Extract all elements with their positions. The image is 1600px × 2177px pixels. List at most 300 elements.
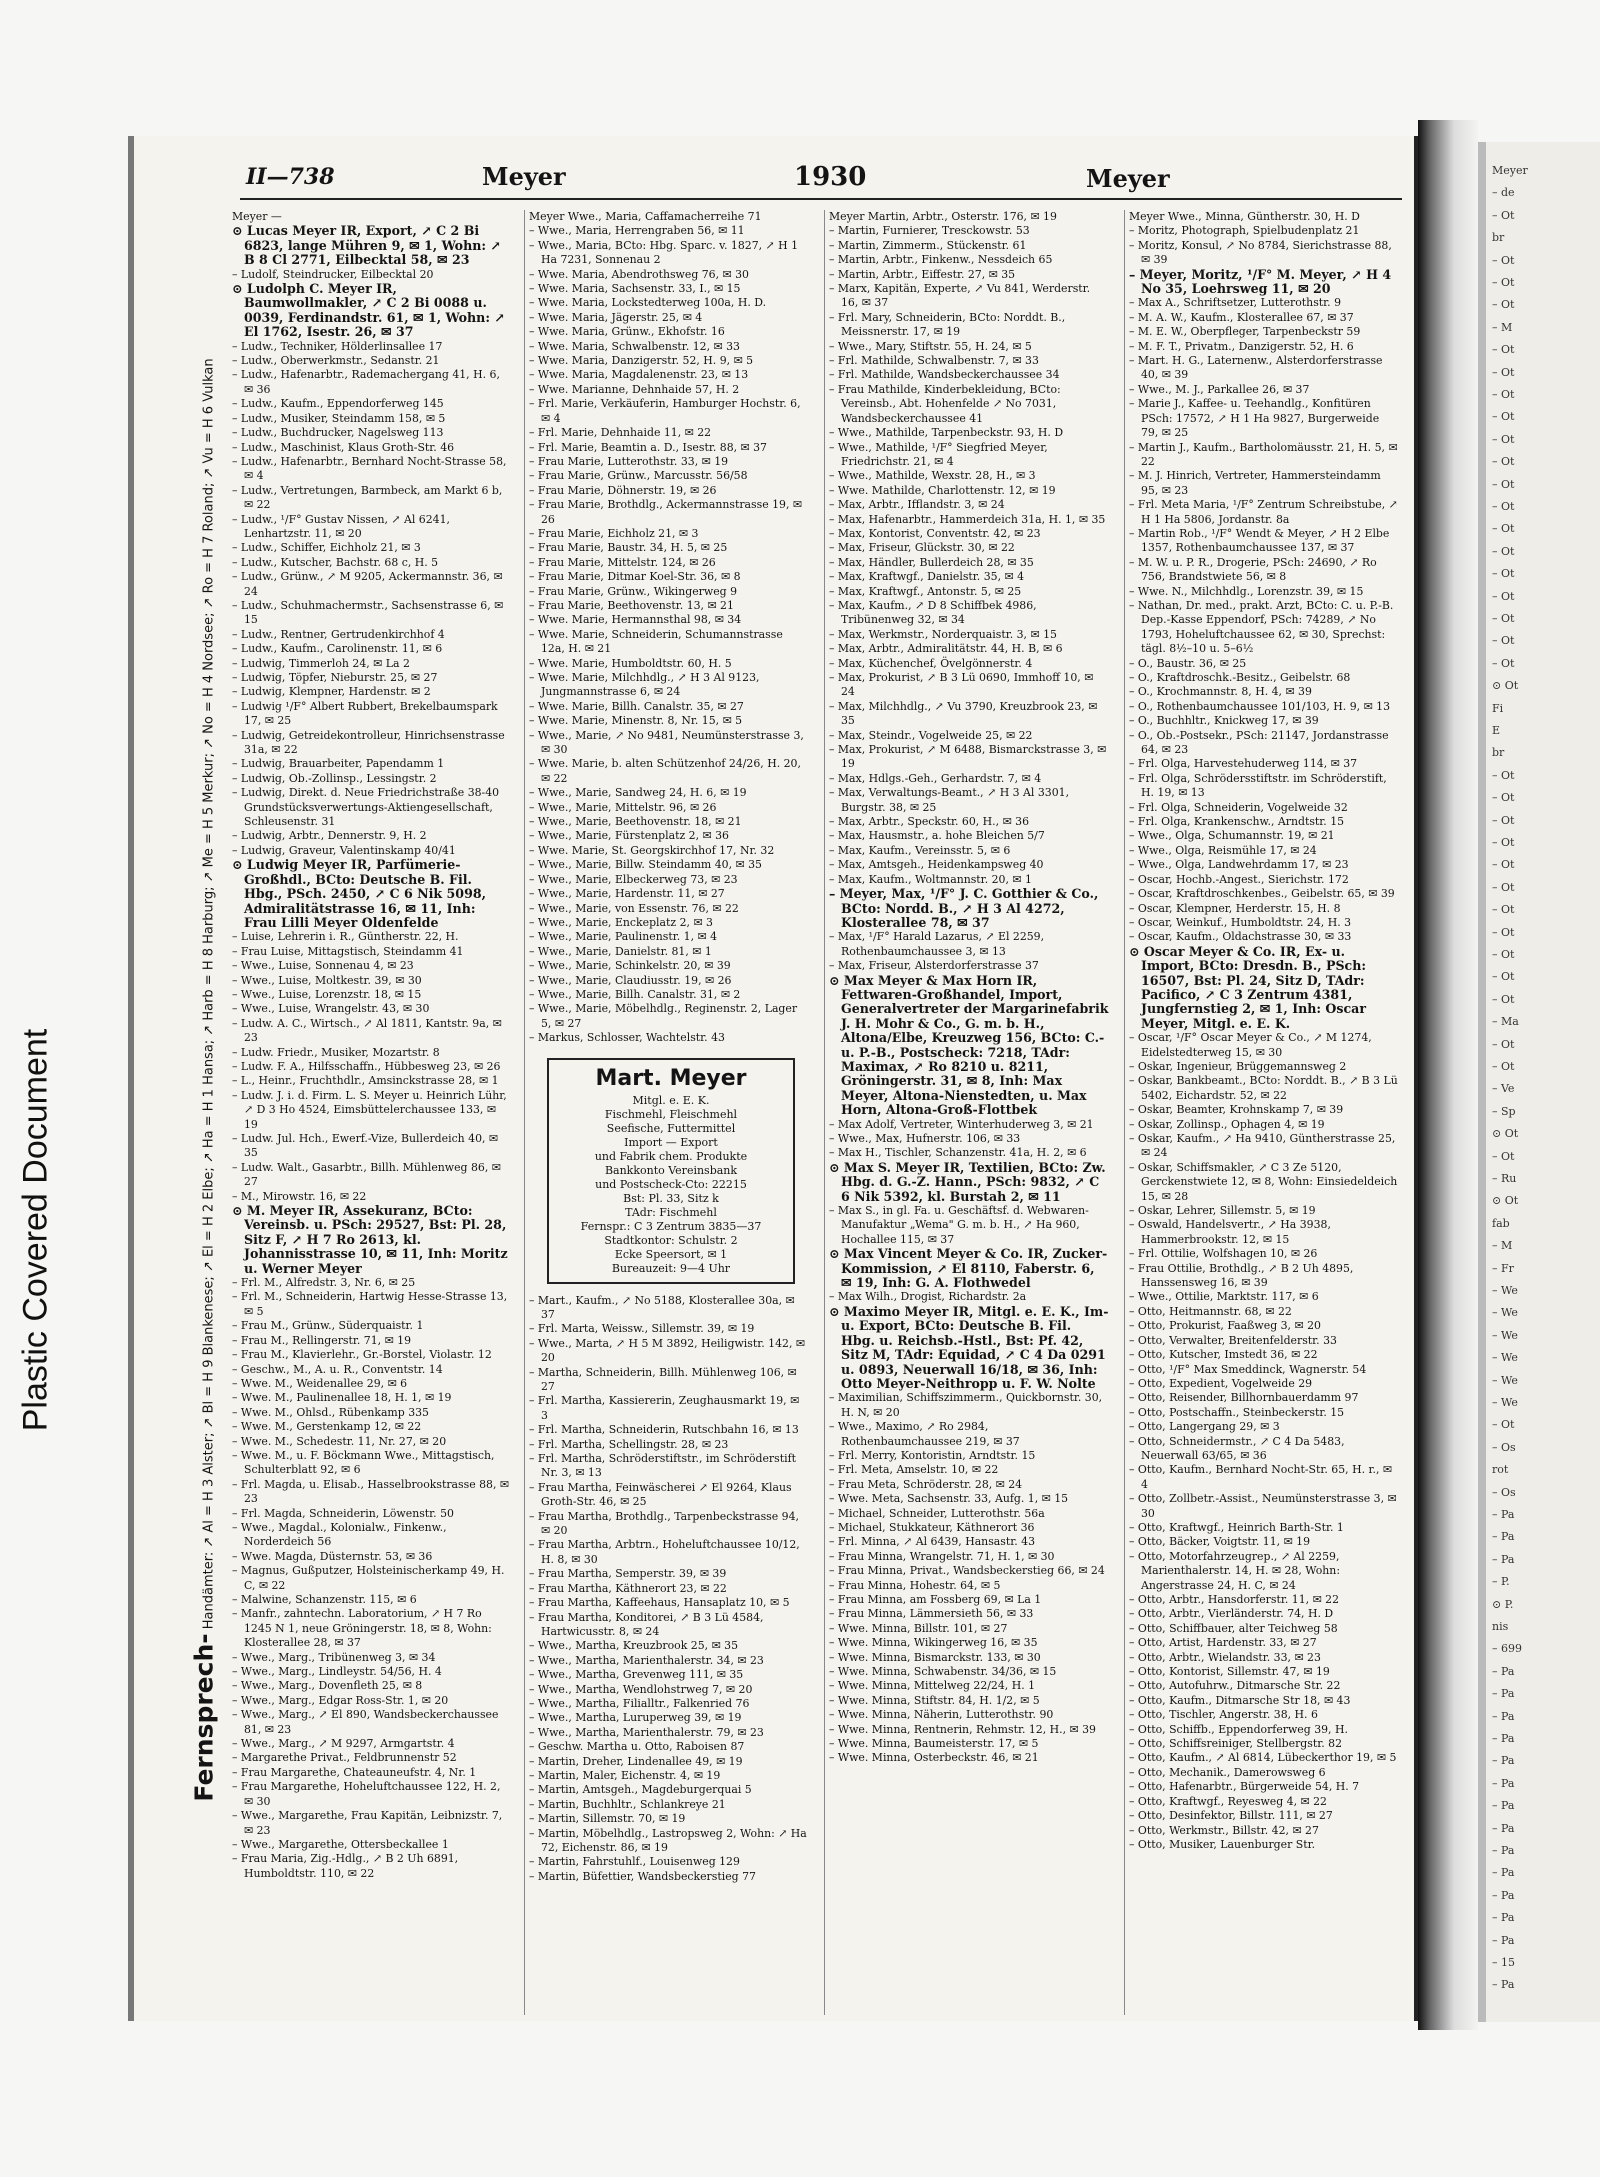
directory-entry: – Frl. Martha, Schneiderin, Rutschbahn 16, ✉ 13 [529, 1423, 799, 1437]
next-page-text-fragment: – Ot [1492, 880, 1515, 894]
directory-entry: – Frau Martha, Brothdlg., Tarpenbeckstrasse 94, ✉ 20 [529, 1509, 799, 1538]
directory-entry: – Mart. H. G., Laternenw., Alsterdorferstrasse 40, ✉ 39 [1129, 354, 1383, 382]
directory-entry: – Wwe. Minna, Baumeisterstr. 17, ✉ 5 [829, 1737, 1039, 1751]
directory-entry: Meyer Wwe., Maria, Caffamacherreihe 71 [529, 210, 762, 223]
next-page-text-fragment: – Pa [1492, 1687, 1515, 1701]
directory-entry: – Frl. Marie, Verkäuferin, Hamburger Hochstr. 6, ✉ 4 [529, 397, 801, 425]
next-page-text-fragment: – Ot [1492, 208, 1515, 222]
next-page-text-fragment: Meyer [1492, 164, 1528, 177]
next-page-text-fragment: – Ot [1492, 656, 1515, 670]
directory-entry: – Wwe., Marg., Lindleystr. 54/56, H. 4 [232, 1665, 442, 1679]
directory-entry: – Otto, Schneidermstr., ↗ C 4 Da 5483, Neuerwall 63/65, ✉ 36 [1129, 1434, 1345, 1462]
directory-entry: – Frl. Meta Maria, ¹/F° Zentrum Schreibstube, ↗ H 1 Ha 5806, Jordanstr. 8a [1129, 498, 1398, 526]
running-head-year: 1930 [794, 162, 867, 192]
next-page-text-fragment: – We [1492, 1351, 1518, 1365]
next-page-text-fragment: – Ot [1492, 970, 1515, 984]
directory-entry: – Wwe. Minna, Rentnerin, Rehmstr. 12, H., ✉ 39 [829, 1722, 1096, 1736]
directory-entry: – Max, Küchenchef, Övelgönnerstr. 4 [829, 656, 1033, 670]
next-page-text-fragment: nis [1492, 1620, 1509, 1633]
directory-entry: – Wwe., Max, Hufnerstr. 106, ✉ 33 [829, 1132, 1021, 1145]
directory-entry: – Wwe., Maximo, ↗ Ro 2984, Rothenbaumchaussee 219, ✉ 37 [829, 1420, 1020, 1448]
directory-entry: – M. J. Hinrich, Vertreter, Hammersteindamm 95, ✉ 23 [1129, 469, 1381, 497]
advertisement-line: Fischmehl, Fleischmehl [604, 1107, 738, 1121]
directory-entry: ⊙ Lucas Meyer IR, Export, ↗ C 2 Bi 6823, lange Mühren 9, ✉ 1, Wohn: ↗ B 8 Cl 2771, Eilbecktal 58, ✉ 23 [232, 223, 501, 268]
directory-entry: – Meyer, Moritz, ¹/F° M. Meyer, ↗ H 4 No 35, Loehrsweg 11, ✉ 20 [1129, 266, 1392, 297]
directory-entry: – Frau Margarethe, Hoheluftchaussee 122, H. 2, ✉ 30 [232, 1780, 501, 1808]
directory-entry: ⊙ Max S. Meyer IR, Textilien, BCto: Zw. Hbg. d. G.-Z. Hann., PSch: 9832, ↗ C 6 Nik 5392, kl. Burstah 2, ✉ 11 [829, 1159, 1106, 1204]
next-page-text-fragment: – Ot [1492, 858, 1515, 872]
directory-entry: – Wwe. Marie, Schneiderin, Schumannstrasse 12a, H. ✉ 21 [529, 627, 783, 656]
directory-entry: – Martin, Buchhltr., Schlankreye 21 [529, 1797, 726, 1811]
directory-entry: – Frau Martha, Käthnerort 23, ✉ 22 [529, 1581, 727, 1595]
page-number: II—738 [246, 164, 335, 190]
directory-entry: – Oscar, Kaufm., Oldachstrasse 30, ✉ 33 [1129, 930, 1352, 944]
directory-entry: – Ludw., Maschinist, Klaus Groth-Str. 46 [232, 440, 455, 454]
directory-entry: – Oskar, Beamter, Krohnskamp 7, ✉ 39 [1129, 1103, 1344, 1117]
directory-entry: – Wwe., Luise, Lorenzstr. 18, ✉ 15 [232, 987, 422, 1001]
directory-entry: – Wwe., Mary, Stiftstr. 55, H. 24, ✉ 5 [829, 339, 1032, 353]
directory-entry: – Frl. Olga, Schrödersstiftstr. im Schröderstift, H. 19, ✉ 13 [1129, 771, 1387, 800]
directory-entry: – Otto, Kraftwgf., Heinrich Barth-Str. 1 [1129, 1520, 1344, 1534]
directory-entry: – Wwe., Marie, Hardenstr. 11, ✉ 27 [529, 887, 725, 901]
directory-entry: – Otto, Zollbetr.-Assist., Neumünsterstrasse 3, ✉ 30 [1129, 1492, 1397, 1520]
directory-entry: – Otto, Mechanik., Damerowsweg 6 [1129, 1765, 1326, 1779]
next-page-text-fragment: – Ot [1492, 432, 1515, 446]
next-page-text-fragment: – Pa [1492, 1821, 1515, 1835]
directory-entry: – Ludwig, Arbtr., Dennerstr. 9, H. 2 [232, 829, 427, 843]
next-page-text-fragment: – Pa [1492, 1732, 1515, 1745]
directory-entry: – Ludw., Hafenarbtr., Bernhard Nocht-Strasse 58, ✉ 4 [232, 454, 507, 483]
advertisement-line: TAdr: Fischmehl [625, 1205, 717, 1219]
directory-entry: – Magnus, Gußputzer, Holsteinischerkamp 49, H. C, ✉ 22 [232, 1564, 505, 1592]
directory-entry: – Oscar, ¹/F° Oscar Meyer & Co., ↗ M 1274, Eidelstedterweg 15, ✉ 30 [1129, 1031, 1372, 1059]
directory-entry: – Wwe., Luise, Wrangelstr. 43, ✉ 30 [232, 1002, 430, 1016]
directory-entry: – Otto, Arbtr., Hansdorferstr. 11, ✉ 22 [1129, 1593, 1340, 1606]
directory-entry: – Wwe., Luise, Sonnenau 4, ✉ 23 [232, 959, 414, 973]
next-page-text-fragment: – Pa [1492, 1754, 1515, 1768]
next-page-text-fragment: – 15 [1492, 1956, 1515, 1969]
directory-entry: – Wwe., Margarethe, Ottersbeckallee 1 [232, 1837, 449, 1851]
column-2-top [525, 210, 809, 1046]
directory-entry: – Frl. Marie, Beamtin a. D., Isestr. 88, ✉ 37 [529, 440, 767, 454]
directory-entry: – Ludw., Rentner, Gertrudenkirchhof 4 [232, 627, 445, 641]
directory-entry: – Wwe. Mathilde, Charlottenstr. 12, ✉ 19 [829, 483, 1056, 497]
exchange-strip [180, 358, 228, 1802]
directory-entry: – Frau Marie, Lutterothstr. 33, ✉ 19 [529, 454, 729, 468]
directory-entry: – Frau Marie, Grünw., Wikingerweg 9 [529, 584, 738, 598]
directory-entry: ⊙ Ludwig Meyer IR, Parfümerie-Großhdl., BCto: Deutsche B. Fil. Hbg., PSch. 2450, ↗ C 6 Nik 5098, Admiralitätstrasse 16, ✉ 11, Inh: Frau Lilli Meyer Oldenfelde [232, 857, 486, 930]
column-1 [228, 210, 512, 2015]
next-page-text-fragment: – Os [1492, 1440, 1516, 1454]
next-page-text-fragment: – Os [1492, 1485, 1516, 1499]
directory-entry: – Wwe., Magdal., Kolonialw., Finkenw., Norderdeich 56 [232, 1520, 447, 1549]
next-page-text-fragment: br [1492, 746, 1505, 760]
directory-entry: – Frau Marie, Grünw., Marcusstr. 56/58 [529, 469, 748, 483]
next-page-text-fragment: – Ot [1492, 298, 1515, 312]
directory-entry: – Wwe., Martha, Grevenweg 111, ✉ 35 [529, 1668, 744, 1682]
directory-entry: – Otto, Reisender, Billhornbauerdamm 97 [1129, 1391, 1359, 1405]
running-head-left: Meyer [482, 162, 566, 191]
directory-entry: – Otto, Heitmannstr. 68, ✉ 22 [1129, 1304, 1292, 1318]
directory-entry: – Max, Kraftwgf., Danielstr. 35, ✉ 4 [829, 570, 1025, 584]
directory-entry: – Ludw. J. i. d. Firm. L. S. Meyer u. Heinrich Lühr, ↗ D 3 Ho 4524, Eimsbüttelerchaussee 133, ✉ 19 [232, 1088, 507, 1131]
directory-entry: – Wwe. Maria, Lockstedterweg 100a, H. D. [529, 296, 767, 310]
directory-entry: – Martin, Zimmerm., Stückenstr. 61 [829, 238, 1027, 252]
directory-entry: – Frl. Mary, Schneiderin, BCto: Norddt. B., Meissnerstr. 17, ✉ 19 [829, 310, 1066, 339]
directory-entry: – Ludw., Vertretungen, Barmbeck, am Markt 6 b, ✉ 22 [232, 483, 503, 512]
directory-entry: ⊙ Maximo Meyer IR, Mitgl. e. E. K., Im- u. Export, BCto: Deutsche B. Fil. Hbg. u. Reichsb.-Hstl., Bst: Pf. 42, Sitz M, TAdr: Equidad, ↗ C 4 Da 0291 u. 0893, Neuerwall 16/18, ✉ 36, Inh: Otto Meyer-Neithropp u. F. W. Nolte [829, 1303, 1109, 1391]
directory-entry: – Wwe., Marg., Dovenfleth 25, ✉ 8 [232, 1679, 423, 1693]
directory-entry: – Martin, Büfettier, Wandsbeckerstieg 77 [529, 1869, 756, 1883]
column-2-bottom [525, 1294, 809, 1885]
next-page-text-fragment: – Ot [1492, 276, 1515, 289]
next-page-text-fragment: – Pa [1492, 1552, 1515, 1566]
directory-entry: – Ludwig, Töpfer, Nieburstr. 25, ✉ 27 [232, 671, 438, 684]
directory-entry: – Wwe., Marta, ↗ H 5 M 3892, Heiligwistr. 142, ✉ 20 [529, 1336, 805, 1365]
directory-entry: – Max Adolf, Vertreter, Winterhuderweg 3, ✉ 21 [829, 1117, 1094, 1131]
directory-entry: – Frau Ottilie, Brothdlg., ↗ B 2 Uh 4895, Hanssensweg 16, ✉ 39 [1129, 1261, 1354, 1290]
directory-entry: – Wwe., Marie, Möbelhdlg., Reginenstr. 2, Lager 5, ✉ 27 [529, 1002, 798, 1030]
directory-entry: – Wwe. M., Schedestr. 11, Nr. 27, ✉ 20 [232, 1434, 447, 1448]
next-page-text-fragment: – Ot [1492, 477, 1515, 491]
next-page-text-fragment: – M [1492, 1239, 1513, 1253]
directory-entry: – Wwe. Marie, Hermannsthal 98, ✉ 34 [529, 613, 742, 627]
directory-entry: – Frau Meta, Schröderstr. 28, ✉ 24 [829, 1477, 1023, 1491]
next-page-text-fragment: – Pa [1492, 1888, 1515, 1902]
next-page-text-fragment: ⊙ Ot [1492, 1127, 1519, 1141]
directory-entry: – Ludw., Oberwerkmstr., Sedanstr. 21 [232, 354, 440, 368]
directory-entry: – Martin, Maler, Eichenstr. 4, ✉ 19 [529, 1768, 721, 1782]
directory-entry: – Oscar, Klempner, Herderstr. 15, H. 8 [1129, 901, 1341, 915]
directory-entry: – Max Wilh., Drogist, Richardstr. 2a [829, 1290, 1027, 1304]
directory-entry: – Oskar, Kaufm., ↗ Ha 9410, Güntherstrasse 25, ✉ 24 [1129, 1132, 1396, 1160]
directory-entry: Meyer Wwe., Minna, Güntherstr. 30, H. D [1129, 210, 1360, 223]
directory-entry: – Frl. Olga, Harvestehuderweg 114, ✉ 37 [1129, 757, 1358, 771]
directory-entry: – Oskar, Bankbeamt., BCto: Norddt. B., ↗ B 3 Lü 5402, Eichardstr. 52, ✉ 22 [1129, 1074, 1398, 1102]
column-3 [824, 210, 1109, 2015]
directory-entry: – Frau M., Grünw., Süderquaistr. 1 [232, 1319, 424, 1333]
directory-entry: – Frl. Magda, u. Elisab., Hasselbrookstrasse 88, ✉ 23 [232, 1477, 510, 1506]
directory-entry: – Wwe., Luise, Moltkestr. 39, ✉ 30 [232, 973, 422, 987]
directory-entry: – Otto, Kaufm., ↗ Al 6814, Lübeckerthor 19, ✉ 5 [1129, 1751, 1397, 1765]
directory-entry: – Frau Marie, Brothdlg., Ackermannstrasse 19, ✉ 26 [529, 498, 803, 526]
directory-entry: – Otto, Arbtr., Wielandstr. 33, ✉ 23 [1129, 1650, 1321, 1664]
directory-entry: – Wwe., Mathilde, Tarpenbeckstr. 93, H. D [829, 426, 1064, 440]
directory-entry: – Martin, Fahrstuhlf., Louisenweg 129 [529, 1855, 740, 1869]
directory-entry: – Wwe. M., Gerstenkamp 12, ✉ 22 [232, 1420, 422, 1434]
directory-entry: – Max, Arbtr., Speckstr. 60, H., ✉ 36 [829, 815, 1030, 829]
directory-entry: – Frau M., Klavierlehr., Gr.-Borstel, Violastr. 12 [232, 1348, 492, 1362]
directory-entry: – Otto, Musiker, Lauenburger Str. [1129, 1837, 1316, 1851]
directory-entry: – Ludwig, Direkt. d. Neue Friedrichstraße 38-40 Grundstücksverwertungs-Aktiengesellschaft, Schleusenstr. 31 [232, 786, 500, 829]
directory-entry: – Max S., in gl. Fa. u. Geschäftsf. d. Webwaren-Manufaktur „Wema" G. m. b. H., ↗ Ha 960, Hochallee 115, ✉ 37 [829, 1204, 1089, 1246]
directory-entry: – Otto, Kraftwgf., Reyesweg 4, ✉ 22 [1129, 1794, 1327, 1808]
directory-entry: – Max, Prokurist, ↗ B 3 Lü 0690, Immhoff 10, ✉ 24 [829, 671, 1094, 699]
directory-entry: – Max, Milchhdlg., ↗ Vu 3790, Kreuzbrook 23, ✉ 35 [829, 699, 1098, 728]
directory-entry: – Otto, Arbtr., Vierländerstr. 74, H. D [1129, 1607, 1334, 1621]
directory-entry: – Max, Händler, Bullerdeich 28, ✉ 35 [829, 555, 1034, 569]
directory-entry: – Wwe., Marie, Elbeckerweg 73, ✉ 23 [529, 872, 738, 886]
directory-entry: – Frl. Martha, Schröderstiftstr., im Schröderstift Nr. 3, ✉ 13 [529, 1452, 796, 1480]
next-page-text-fragment: – Ot [1492, 768, 1515, 782]
advertisement-line: Bankkonto Vereinsbank [604, 1163, 738, 1177]
directory-entry: – Wwe. Meta, Sachsenstr. 33, Aufg. 1, ✉ 15 [829, 1492, 1069, 1506]
directory-entry: – Frau M., Rellingerstr. 71, ✉ 19 [232, 1333, 412, 1347]
directory-entry: – Max, Prokurist, ↗ M 6488, Bismarckstrasse 3, ✉ 19 [829, 743, 1107, 771]
directory-entry: – Frl. Marta, Weissw., Sillemstr. 39, ✉ 19 [529, 1322, 755, 1336]
directory-entry: – Wwe., Martha, Kreuzbrook 25, ✉ 35 [529, 1639, 739, 1653]
directory-entry: – Oskar, Zollinsp., Ophagen 4, ✉ 19 [1129, 1117, 1325, 1131]
directory-entry: – Ludw. Walt., Gasarbtr., Billh. Mühlenweg 86, ✉ 27 [232, 1160, 501, 1189]
directory-entry: – Frl. Magda, Schneiderin, Löwenstr. 50 [232, 1506, 454, 1520]
directory-entry: – Wwe., Maria, BCto: Hbg. Sparc. v. 1827, ↗ H 1 Ha 7231, Sonnenau 2 [529, 238, 799, 267]
directory-entry: – Wwe. M., Paulinenallee 18, H. 1, ✉ 19 [232, 1391, 452, 1405]
directory-entry: – Otto, Postschaffn., Steinbeckerstr. 15 [1129, 1405, 1345, 1419]
directory-entry: – Max, Arbtr., Ifflandstr. 3, ✉ 24 [829, 498, 1005, 512]
directory-entry: – Wwe., Marg., ↗ M 9297, Armgartstr. 4 [232, 1737, 455, 1751]
directory-entry: – Moritz, Photograph, Spielbudenplatz 21 [1129, 224, 1360, 238]
directory-entry: – Margarethe Privat., Feldbrunnenstr 52 [232, 1751, 457, 1765]
directory-entry: – Wwe., M. J., Parkallee 26, ✉ 37 [1129, 382, 1310, 396]
directory-entry: – O., Buchhltr., Knickweg 17, ✉ 39 [1129, 714, 1319, 728]
directory-entry: – Wwe. Minna, Osterbeckstr. 46, ✉ 21 [829, 1751, 1039, 1765]
column-2 [524, 210, 809, 2015]
directory-entry: ⊙ Ludolph C. Meyer IR, Baumwollmakler, ↗ C 2 Bi 0088 u. 0039, Ferdinandstr. 61, ✉ 1, Wohn: ↗ El 1762, Isestr. 26, ✉ 37 [232, 281, 505, 340]
directory-entry: – Wwe., Marie, von Essenstr. 76, ✉ 22 [529, 901, 739, 915]
directory-entry: – Wwe., Marie, Danielstr. 81, ✉ 1 [529, 944, 712, 958]
advertisement-line: Bureauzeit: 9—4 Uhr [611, 1261, 731, 1275]
directory-entry: – Wwe. Minna, Stiftstr. 84, H. 1/2, ✉ 5 [829, 1693, 1040, 1707]
directory-entry: – Wwe., Marg., ↗ El 890, Wandsbeckerchaussee 81, ✉ 23 [232, 1708, 499, 1736]
next-page-text-fragment: – Pa [1492, 1799, 1515, 1813]
exchange-strip-subtitle: Handämter: [201, 1551, 217, 1630]
directory-entry: – Wwe., Olga, Schumannstr. 19, ✉ 21 [1129, 829, 1335, 843]
directory-entry: – Frl. Ottilie, Wolfshagen 10, ✉ 26 [1129, 1247, 1318, 1261]
directory-entry: – Wwe. Marie, b. alten Schützenhof 24/26, H. 20, ✉ 22 [529, 757, 801, 785]
exchange-strip-text [190, 358, 219, 1801]
next-page-text-fragment: – Ot [1492, 1149, 1515, 1163]
directory-entry: – Oscar, Kraftdroschkenbes., Geibelstr. 65, ✉ 39 [1129, 887, 1395, 901]
directory-entry: – Frl. Meta, Amselstr. 10, ✉ 22 [829, 1463, 999, 1477]
directory-entry: – Max, Hdlgs.-Geh., Gerhardstr. 7, ✉ 4 [829, 771, 1042, 785]
advertisement-line: Import — Export [624, 1135, 718, 1149]
directory-entry: – Otto, Prokurist, Faaßweg 3, ✉ 20 [1129, 1319, 1321, 1333]
directory-entry: – Oskar, Lehrer, Sillemstr. 5, ✉ 19 [1129, 1204, 1316, 1218]
directory-entry: – Frau Martha, Feinwäscherei ↗ El 9264, Klaus Groth-Str. 46, ✉ 25 [529, 1480, 792, 1509]
directory-entry: – Wwe., Marie, Fürstenplatz 2, ✉ 36 [529, 829, 729, 843]
directory-entry: – Frl. M., Schneiderin, Hartwig Hesse-Strasse 13, ✉ 5 [232, 1290, 508, 1318]
directory-entry: – Michael, Stukkateur, Käthnerort 36 [829, 1520, 1035, 1534]
next-page-text-fragment: ⊙ P. [1492, 1597, 1514, 1611]
directory-entry: – Wwe. Marie, Billh. Canalstr. 35, ✉ 27 [529, 699, 744, 713]
directory-entry: – Ludwig, Ob.-Zollinsp., Lessingstr. 2 [232, 771, 437, 785]
directory-entry: ⊙ Oscar Meyer & Co. IR, Ex- u. Import, BCto: Dresdn. B., PSch: 16507, Bst: Pl. 24, Sitz D, TAdr: Pacifico, ↗ C 3 Zentrum 4381, Jungfernstieg 2, ✉ 1, Inh: Oscar Meyer, Mitgl. e. E. K. [1129, 943, 1367, 1031]
directory-entry: – Max, Kaufm., Vereinsstr. 5, ✉ 6 [829, 843, 1011, 857]
directory-entry: – O., Krochmannstr. 8, H. 4, ✉ 39 [1129, 685, 1312, 699]
next-page-text-fragment: – Pa [1492, 1709, 1515, 1723]
next-page-text-fragment: – Ot [1492, 791, 1515, 805]
directory-entry: – Ludw., Musiker, Steindamm 158, ✉ 5 [232, 411, 446, 425]
next-page-text-fragment: – M [1492, 320, 1513, 334]
directory-entry: – Wwe. Maria, Danzigerstr. 52, H. 9, ✉ 5 [529, 354, 754, 368]
next-page-text-fragment: – Pa [1492, 1978, 1515, 1992]
directory-entry: – Wwe. Minna, Bismarckstr. 133, ✉ 30 [829, 1650, 1041, 1664]
advertisement-line: Seefische, Futtermittel [606, 1121, 736, 1135]
directory-entry: – Otto, Langergang 29, ✉ 3 [1129, 1420, 1280, 1434]
directory-entry: – Wwe., Ottilie, Marktstr. 117, ✉ 6 [1129, 1290, 1319, 1304]
next-page-text-fragment: – de [1492, 186, 1515, 200]
next-page-text-fragment: – Sp [1492, 1104, 1516, 1118]
directory-entry: – Otto, Schiffbauer, alter Teichweg 58 [1129, 1621, 1338, 1635]
directory-entry: – Oswald, Handelsvertr., ↗ Ha 3938, Hammerbrookstr. 12, ✉ 15 [1129, 1218, 1331, 1246]
directory-entry: – O., Kraftdroschk.-Besitz., Geibelstr. 68 [1129, 671, 1351, 684]
directory-entry: – Frau Martha, Kaffeehaus, Hansaplatz 10, ✉ 5 [529, 1596, 790, 1610]
next-page-text-fragment: – Pa [1492, 1664, 1515, 1678]
directory-entry: – Ludw., Kaufm., Carolinenstr. 11, ✉ 6 [232, 642, 443, 656]
directory-entry: – Otto, ¹/F° Max Smeddinck, Wagnerstr. 54 [1129, 1362, 1367, 1376]
directory-entry: ⊙ Max Vincent Meyer & Co. IR, Zucker-Kommission, ↗ El 8110, Faberstr. 6, ✉ 19, Inh: G. A. Flothwedel [829, 1246, 1108, 1291]
directory-entry: – M. A. W., Kaufm., Klosterallee 67, ✉ 37 [1129, 310, 1354, 324]
directory-entry: – Otto, Motorfahrzeugrep., ↗ Al 2259, Marienthalerstr. 14, H. ✉ 28, Wohn: Angerstrasse 24, H. C, ✉ 24 [1129, 1549, 1340, 1592]
advertisement-line: Ecke Speersort, ✉ 1 [614, 1247, 728, 1261]
next-page-text-fragment: – Ot [1492, 365, 1515, 379]
directory-entry: – Markus, Schlosser, Wachtelstr. 43 [529, 1031, 725, 1045]
next-page-text-fragment: – Pa [1492, 1933, 1515, 1947]
next-page-text-fragment: – 699 [1492, 1642, 1522, 1656]
directory-entry: – Wwe., Maria, Herrengraben 56, ✉ 11 [529, 224, 745, 238]
directory-entry: – Frau Marie, Baustr. 34, H. 5, ✉ 25 [529, 541, 728, 555]
next-page-text-fragment: – Pa [1492, 1844, 1515, 1857]
directory-entry: ⊙ Max Meyer & Max Horn IR, Fettwaren-Großhandel, Import, Generalvertreter der Margarinefabrik J. H. Mohr & Co., G. m. b. H., Altona/Elbe, Kreuzweg 156, BCto: C.- u. P.-B., Postscheck: 7218, TAdr: Maximax, ↗ Ro 8210 u. 8211, Gröningerstr. 31, ✉ 8, Inh: Max Meyer, Altona-Nienstedten, u. Max Horn, Altona-Groß-Flottbek [829, 972, 1109, 1118]
directory-entry: – Frl. Olga, Krankenschw., Arndtstr. 15 [1129, 815, 1345, 829]
next-page-text-fragment: – Ot [1492, 1418, 1515, 1432]
directory-entry: – Wwe. Minna, Näherin, Lutterothstr. 90 [829, 1708, 1054, 1722]
directory-entry: – Michael, Schneider, Lutterothstr. 56a [829, 1506, 1045, 1520]
directory-entry: – Wwe. M., Ohlsd., Rübenkamp 335 [232, 1405, 429, 1419]
directory-entry: – Wwe., Marg., Edgar Ross-Str. 1, ✉ 20 [232, 1693, 449, 1707]
next-page-text-fragment: – Ve [1492, 1082, 1515, 1096]
next-page-text-fragment: – Pa [1492, 1866, 1515, 1880]
advertisement-line: und Postscheck-Cto: 22215 [595, 1177, 747, 1191]
next-page-text-fragment: – We [1492, 1284, 1518, 1297]
directory-entry: – Otto, Schiffsreiniger, Stellbergstr. 82 [1129, 1737, 1343, 1751]
directory-entry: – O., Ob.-Postsekr., PSch: 21147, Jordanstrasse 64, ✉ 23 [1129, 728, 1389, 757]
directory-entry: – Otto, Schiffb., Eppendorferweg 39, H. [1129, 1722, 1348, 1736]
next-page-text-fragment: – Ot [1492, 343, 1515, 357]
directory-entry: – Max, Kraftwgf., Antonstr. 5, ✉ 25 [829, 584, 1022, 598]
advertisement-line: Bst: Pl. 33, Sitz k [623, 1191, 719, 1205]
directory-entry: – Ludw., Buchdrucker, Nagelsweg 113 [232, 426, 444, 440]
directory-entry: – Wwe. Minna, Billstr. 101, ✉ 27 [829, 1621, 1008, 1635]
next-page-text-fragment: – We [1492, 1396, 1518, 1409]
directory-entry: – Wwe., Mathilde, ¹/F° Siegfried Meyer, Friedrichstr. 21, ✉ 4 [829, 440, 1048, 468]
directory-entry: – Wwe., Marie, Billh. Canalstr. 31, ✉ 2 [529, 987, 741, 1001]
directory-entry: – Wwe. Marianne, Dehnhaide 57, H. 2 [529, 382, 740, 396]
next-page-text-fragment: – Pa [1492, 1508, 1515, 1521]
directory-entry: – Wwe., Martha, Filialltr., Falkenried 76 [529, 1696, 750, 1710]
directory-entry: – Otto, Bäcker, Voigtstr. 11, ✉ 19 [1129, 1535, 1311, 1549]
directory-entry: – Otto, Expedient, Vogelweide 29 [1129, 1376, 1313, 1390]
directory-entry: – Martin, Amtsgeh., Magdeburgerquai 5 [529, 1783, 752, 1797]
directory-entry: – Wwe. Maria, Grünw., Ekhofstr. 16 [529, 325, 725, 339]
next-page-text-fragment: – Ot [1492, 813, 1515, 827]
directory-entry: – Wwe., Marie, Beethovenstr. 18, ✉ 21 [529, 815, 742, 829]
directory-entry: – Ludwig, Getreidekontrolleur, Hinrichsenstrasse 31a, ✉ 22 [232, 728, 505, 757]
directory-entry: – Moritz, Konsul, ↗ No 8784, Sierichstrasse 88, ✉ 39 [1129, 238, 1392, 267]
next-page-text-fragment: br [1492, 231, 1505, 245]
directory-entry: – Otto, Kaufm., Bernhard Nocht-Str. 65, H. r., ✉ 4 [1129, 1463, 1393, 1491]
directory-entry: – Max, Hausmstr., a. hohe Bleichen 5/7 [829, 829, 1045, 843]
directory-entry: – Frau Minna, Hohestr. 64, ✉ 5 [829, 1578, 1001, 1592]
directory-entry: – Ludwig, Klempner, Hardenstr. ✉ 2 [232, 685, 431, 699]
directory-entry: – Wwe. Marie, Minenstr. 8, Nr. 15, ✉ 5 [529, 714, 743, 728]
next-page-text-fragment: rot [1492, 1463, 1509, 1477]
advertisement-lines [557, 1094, 785, 1276]
directory-entry: – Ludw., Kaufm., Eppendorferweg 145 [232, 397, 444, 411]
next-page-text-fragment: – Ot [1492, 410, 1515, 424]
next-page-text-fragment: – Ot [1492, 1060, 1515, 1073]
next-page-text-fragment: Fi [1492, 701, 1504, 715]
directory-entry: ⊙ M. Meyer IR, Assekuranz, BCto: Vereinsb. u. PSch: 29527, Bst: Pl. 28, Sitz F, ↗ H 7 Ro 2613, kl. Johannisstrasse 10, ✉ 11, Inh: Moritz u. Werner Meyer [232, 1203, 508, 1276]
directory-entry: – Martin Rob., ¹/F° Wendt & Meyer, ↗ H 2 Elbe 1357, Rothenbaumchaussee 137, ✉ 37 [1129, 526, 1390, 555]
next-page-text-fragment: – Ot [1492, 522, 1515, 536]
next-page-text-fragment: – Ot [1492, 948, 1515, 961]
next-page-text-fragment: – Ot [1492, 567, 1515, 581]
directory-entry: – Martin, Dreher, Lindenallee 49, ✉ 19 [529, 1754, 743, 1768]
page-header [246, 164, 1394, 194]
directory-entry: – Frl. Mathilde, Schwalbenstr. 7, ✉ 33 [829, 354, 1039, 368]
directory-entry: – Nathan, Dr. med., prakt. Arzt, BCto: C. u. P.-B. Dep.-Kasse Eppendorf, PSch: 74289, ↗ No 1793, Hoheluftchaussee 62, ✉ 30, Sprechst: tägl. 8½–10 u. 5–6½ [1129, 598, 1394, 656]
directory-entry: – M. W. u. P. R., Drogerie, PSch: 24690, ↗ Ro 756, Brandstwiete 56, ✉ 8 [1129, 555, 1377, 584]
directory-entry: – Wwe. Maria, Jägerstr. 25, ✉ 4 [529, 310, 703, 324]
exchange-strip-list: ↗ Al = H 3 Alster; ↗ Bl = H 9 Blankenese; ↗ El = H 2 Elbe; ↗ Ha = H 1 Hansa; ↗ Harb = H 8 Harburg; ↗ Me = H 5 Merkur; ↗ No = H 4 Nordsee; ↗ Ro = H 7 Roland; ↗ Vu = H 6 Vulkan [201, 358, 217, 1548]
directory-entry: – Frl. M., Alfredstr. 3, Nr. 6, ✉ 25 [232, 1276, 416, 1290]
directory-entry: – Otto, Tischler, Angerstr. 38, H. 6 [1129, 1708, 1318, 1722]
directory-entry: – Otto, Desinfektor, Billstr. 111, ✉ 27 [1129, 1809, 1333, 1823]
directory-entry: – Frau Marie, Ditmar Koel-Str. 36, ✉ 8 [529, 570, 741, 584]
next-page-text-fragment: – Pa [1492, 1776, 1515, 1790]
next-page-text-fragment: – Ot [1492, 903, 1515, 917]
directory-entry: – Max, Friseur, Alsterdorferstrasse 37 [829, 959, 1039, 973]
directory-entry: – O., Rothenbaumchaussee 101/103, H. 9, ✉ 13 [1129, 699, 1391, 713]
directory-entry: Meyer Martin, Arbtr., Osterstr. 176, ✉ 19 [829, 210, 1057, 223]
next-page-text-fragment: – Pa [1492, 1911, 1515, 1925]
directory-entry: – Frau Minna, Privat., Wandsbeckerstieg 66, ✉ 24 [829, 1564, 1105, 1578]
directory-entry: – Ludw. A. C., Wirtsch., ↗ Al 1811, Kantstr. 9a, ✉ 23 [232, 1016, 502, 1045]
directory-entry: – Ludw. Friedr., Musiker, Mozartstr. 8 [232, 1045, 440, 1059]
directory-entry: – Max, Amtsgeh., Heidenkampsweg 40 [829, 858, 1044, 872]
directory-entry: – Otto, Kutscher, Imstedt 36, ✉ 22 [1129, 1348, 1318, 1362]
directory-entry: – Ludw., Schuhmachermstr., Sachsenstrasse 6, ✉ 15 [232, 598, 504, 627]
directory-entry: – Ludw., Hafenarbtr., Rademachergang 41, H. 6, ✉ 36 [232, 368, 500, 396]
directory-entry: – Martin, Arbtr., Eiffestr. 27, ✉ 35 [829, 267, 1016, 281]
directory-entry: – Wwe., Martha, Wendlohstrweg 7, ✉ 20 [529, 1682, 753, 1696]
directory-entry: – Wwe. Minna, Mittelweg 22/24, H. 1 [829, 1679, 1036, 1693]
directory-entry: – Oskar, Ingenieur, Brüggemannsweg 2 [1129, 1059, 1347, 1073]
directory-entry: – M. E. W., Oberpfleger, Tarpenbeckstr 59 [1129, 325, 1361, 339]
directory-entry: – Wwe., Marie, Billw. Steindamm 40, ✉ 35 [529, 858, 762, 872]
next-page-text-fragment: – Ot [1492, 544, 1515, 558]
directory-entry: – Frau Martha, Konditorei, ↗ B 3 Lü 4584, Hartwicusstr. 8, ✉ 24 [529, 1610, 764, 1638]
directory-entry: – Wwe., Martha, Marienthalerstr. 34, ✉ 23 [529, 1653, 764, 1667]
directory-entry: – Ludwig, Brauarbeiter, Papendamm 1 [232, 757, 445, 771]
directory-entry: – Marx, Kapitän, Experte, ↗ Vu 841, Werderstr. 16, ✉ 37 [829, 282, 1091, 310]
directory-entry: – Max, Friseur, Glückstr. 30, ✉ 22 [829, 541, 1015, 555]
directory-entry: – Wwe., Olga, Reismühle 17, ✉ 24 [1129, 843, 1317, 857]
directory-entry: – Frl. Minna, ↗ Al 6439, Hansastr. 43 [829, 1535, 1036, 1549]
next-page-edge [1478, 142, 1486, 2022]
directory-entry: – Otto, Werkmstr., Billstr. 42, ✉ 27 [1129, 1823, 1319, 1837]
